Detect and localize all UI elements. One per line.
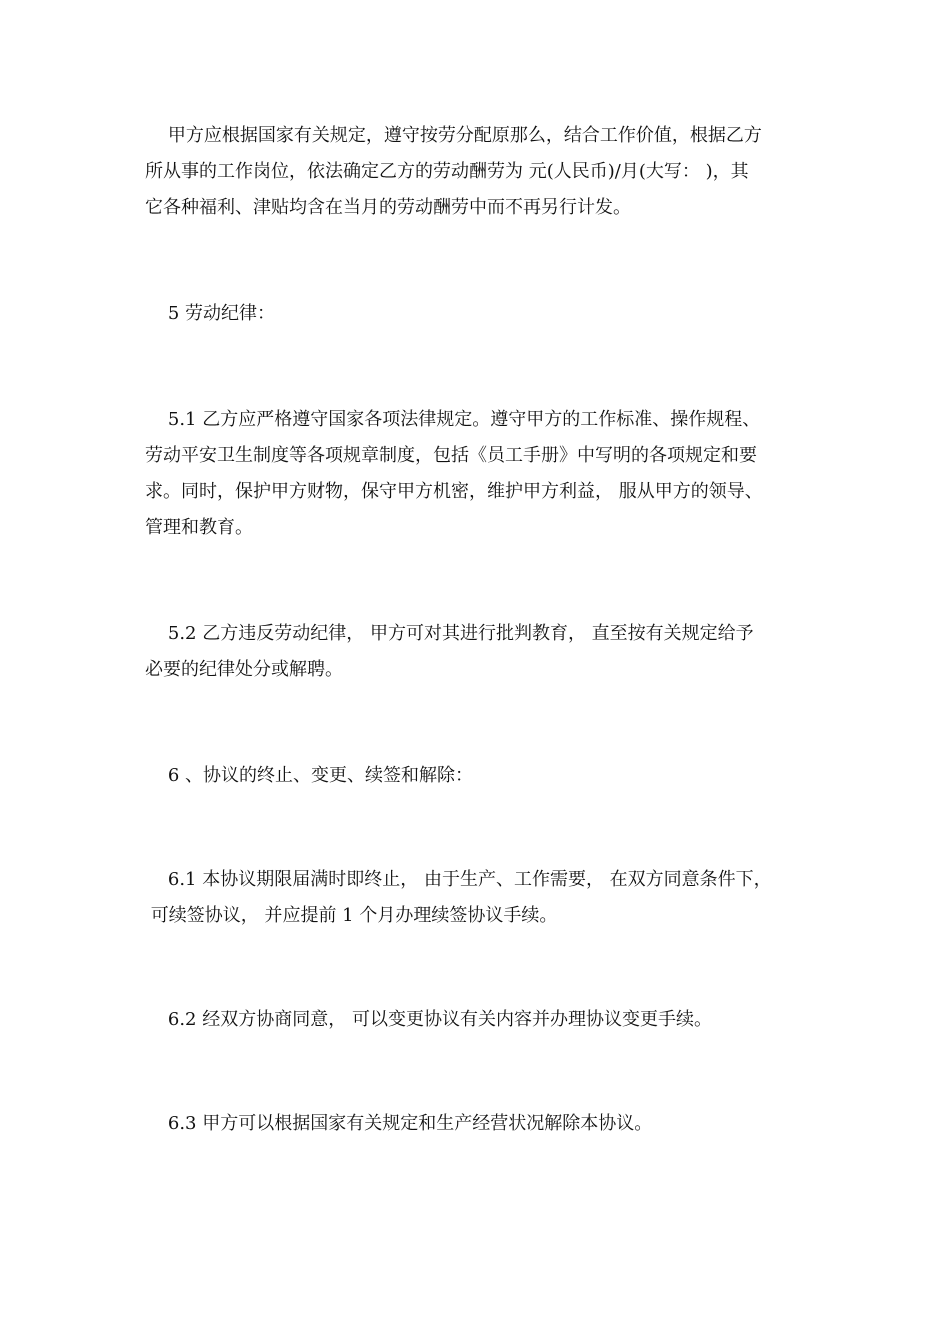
text-line: 管理和教育。	[145, 517, 253, 538]
text-line: 6.2 经双方协商同意， 可以变更协议有关内容并办理协议变更手续。	[145, 1009, 712, 1030]
text-line: 它各种福利、津贴均含在当月的劳动酬劳中而不再另行计发。	[145, 197, 631, 218]
text-line: 甲方应根据国家有关规定，遵守按劳分配原那么，结合工作价值，根据乙方	[145, 125, 762, 146]
text-line: 劳动平安卫生制度等各项规章制度，包括《员工手册》中写明的各项规定和要	[145, 445, 757, 466]
text-line: 5.1 乙方应严格遵守国家各项法律规定。遵守甲方的工作标准、操作规程、	[145, 409, 761, 430]
paragraph-6-3	[145, 1106, 825, 1142]
text-line: 必要的纪律处分或解聘。	[145, 659, 343, 680]
text-line: 5.2 乙方违反劳动纪律， 甲方可对其进行批判教育， 直至按有关规定给予	[145, 623, 754, 644]
paragraph-salary	[145, 118, 825, 226]
paragraph-5-2	[145, 616, 825, 688]
paragraph-5-1	[145, 402, 825, 546]
text-line: 6.3 甲方可以根据国家有关规定和生产经营状况解除本协议。	[145, 1113, 653, 1134]
text-line: 6.1 本协议期限届满时即终止， 由于生产、工作需要， 在双方同意条件下，	[145, 869, 772, 890]
text-line: 可续签协议， 并应提前 1 个月办理续签协议手续。	[145, 905, 558, 926]
text-line: 5 劳动纪律：	[145, 303, 276, 324]
text-line: 求。同时，保护甲方财物，保守甲方机密，维护甲方利益， 服从甲方的领导、	[145, 481, 763, 502]
paragraph-6-1	[145, 862, 825, 934]
section-heading-termination	[145, 758, 825, 794]
text-line: 所从事的工作岗位，依法确定乙方的劳动酬劳为 元(人民币)/月(大写： )，其	[145, 161, 749, 182]
paragraph-6-2	[145, 1002, 825, 1038]
text-line: 6 、协议的终止、变更、续签和解除：	[145, 765, 474, 786]
section-heading-labor-discipline	[145, 296, 825, 332]
